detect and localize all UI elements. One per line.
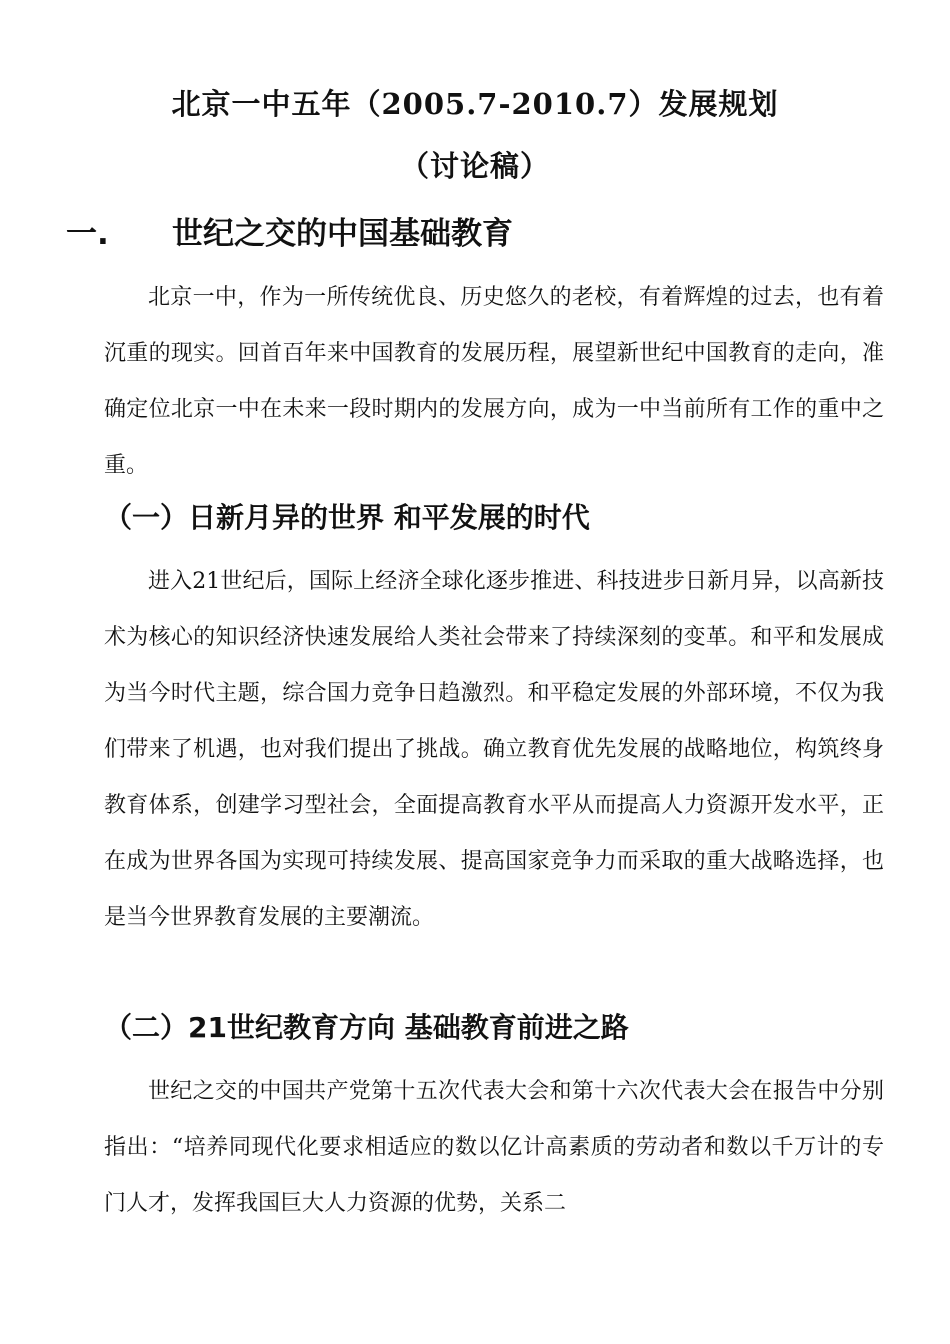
section-heading (66, 208, 513, 253)
subsection-heading-2: （二）21世纪教育方向 基础教育前进之路 (104, 1011, 629, 1044)
document-subtitle: （讨论稿） (399, 149, 550, 183)
paragraph-education-direction: 世纪之交的中国共产党第十五次代表大会和第十六次代表大会在报告中分别指出：“培养同现代化要求相适应的数以亿计高素质的劳动者和数以千万计的专门人才，发挥我国巨大人力资源的优势，关系二 (104, 1079, 884, 1216)
paragraph-world: 进入21世纪后，国际上经济全球化逐步推进、科技进步日新月异，以高新技术为核心的知识经济快速发展给人类社会带来了持续深刻的变革。和平和发展成为当今时代主题，综合国力竞争日趋激烈。和平稳定发展的外部环境，不仅为我们带来了机遇，也对我们提出了挑战。确立教育优先发展的战略地位，构筑终身教育体系，创建学习型社会，全面提高教育水平从而提高人力资源开发水平，正在成为世界各国为实现可持续发展、提高国家竞争力而采取的重大战略选择，也是当今世界教育发展的主要潮流。 (104, 569, 884, 930)
document-title: 北京一中五年（2005.7-2010.7）发展规划 (171, 87, 779, 121)
subsection-heading-1: （一）日新月异的世界 和平发展的时代 (104, 501, 590, 534)
section-number: 一. (66, 216, 109, 252)
paragraph-intro: 北京一中，作为一所传统优良、历史悠久的老校，有着辉煌的过去，也有着沉重的现实。回首百年来中国教育的发展历程，展望新世纪中国教育的走向，准确定位北京一中在未来一段时期内的发展方向，成为一中当前所有工作的重中之重。 (104, 285, 884, 478)
section-title: 世纪之交的中国基础教育 (172, 216, 513, 252)
